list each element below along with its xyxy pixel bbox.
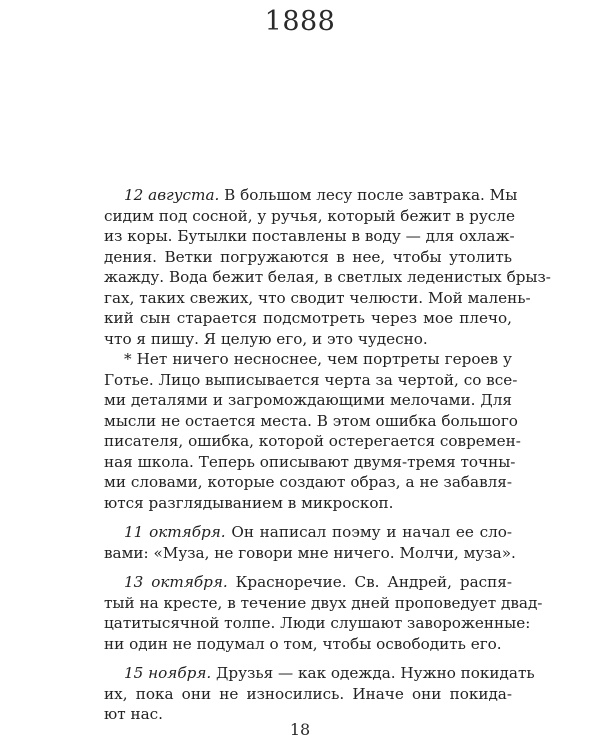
text-line: ют нас.	[104, 705, 163, 723]
text-line: что я пишу. Я целую его, и это чудесно.	[104, 329, 428, 348]
entry-date: 12 августа.	[124, 186, 220, 204]
text-line: мысли не остается места. В этом ошибка большого	[104, 411, 518, 430]
text-line: писателя, ошибка, которой остерегается современ-	[104, 432, 521, 450]
text-line: ная школа. Теперь описывают двумя-тремя точны-	[104, 452, 516, 471]
diary-entry-aug-12	[104, 185, 551, 349]
text-line: цатитысячной толпе. Люди слушают завороженные:	[104, 614, 531, 632]
diary-entry-oct-13	[104, 572, 543, 654]
text-line: * Нет ничего несноснее, чем портреты героев у	[124, 350, 512, 368]
diary-text	[104, 185, 551, 725]
text-line: вами: «Муза, не говори мне ничего. Молчи, муза».	[104, 543, 516, 562]
text-line: гах, таких свежих, что сводит челюсти. Мой малень-	[104, 288, 531, 307]
text-line: ми деталями и загромождающими мелочами. Для	[104, 391, 512, 409]
page-title: 1888	[264, 6, 336, 37]
diary-entry-nov-15	[104, 663, 535, 725]
text-line: ми словами, которые создают образ, а не забавля-	[104, 473, 512, 491]
page-number: 18	[289, 720, 311, 739]
text-line: 13 октября. Красноречие. Св. Андрей, распя-	[124, 573, 512, 591]
text-line: 12 августа. В большом лесу после завтрака. Мы	[124, 186, 518, 204]
text-line: тый на кресте, в течение двух дней проповедует двад-	[104, 593, 543, 612]
text-line: 15 ноября. Друзья — как одежда. Нужно покидать	[124, 664, 535, 682]
text-line: ются разглядыванием в микроскоп.	[104, 493, 394, 512]
entry-date: 11 октября.	[124, 523, 226, 541]
diary-entry-gautier	[104, 349, 521, 513]
entry-date: 13 октября.	[124, 573, 228, 591]
text-line: дения. Ветки погружаются в нее, чтобы утолить	[104, 247, 512, 266]
text-line: Готье. Лицо выписывается черта за чертой, со все-	[104, 370, 518, 389]
text-line: ни один не подумал о том, чтобы освободить его.	[104, 634, 502, 653]
text-line: сидим под сосной, у ручья, который бежит в русле	[104, 206, 515, 225]
text-line: жажду. Вода бежит белая, в светлых леденистых брыз-	[104, 268, 551, 286]
diary-entry-oct-11	[104, 522, 516, 563]
text-line: их, пока они не износились. Иначе они покида-	[104, 684, 512, 703]
text-line: 11 октября. Он написал поэму и начал ее сло-	[124, 523, 513, 541]
text-line: кий сын старается подсмотреть через мое плечо,	[104, 309, 512, 327]
text-line: из коры. Бутылки поставлены в воду — для охлаж-	[104, 227, 515, 245]
entry-date: 15 ноября.	[124, 664, 212, 682]
